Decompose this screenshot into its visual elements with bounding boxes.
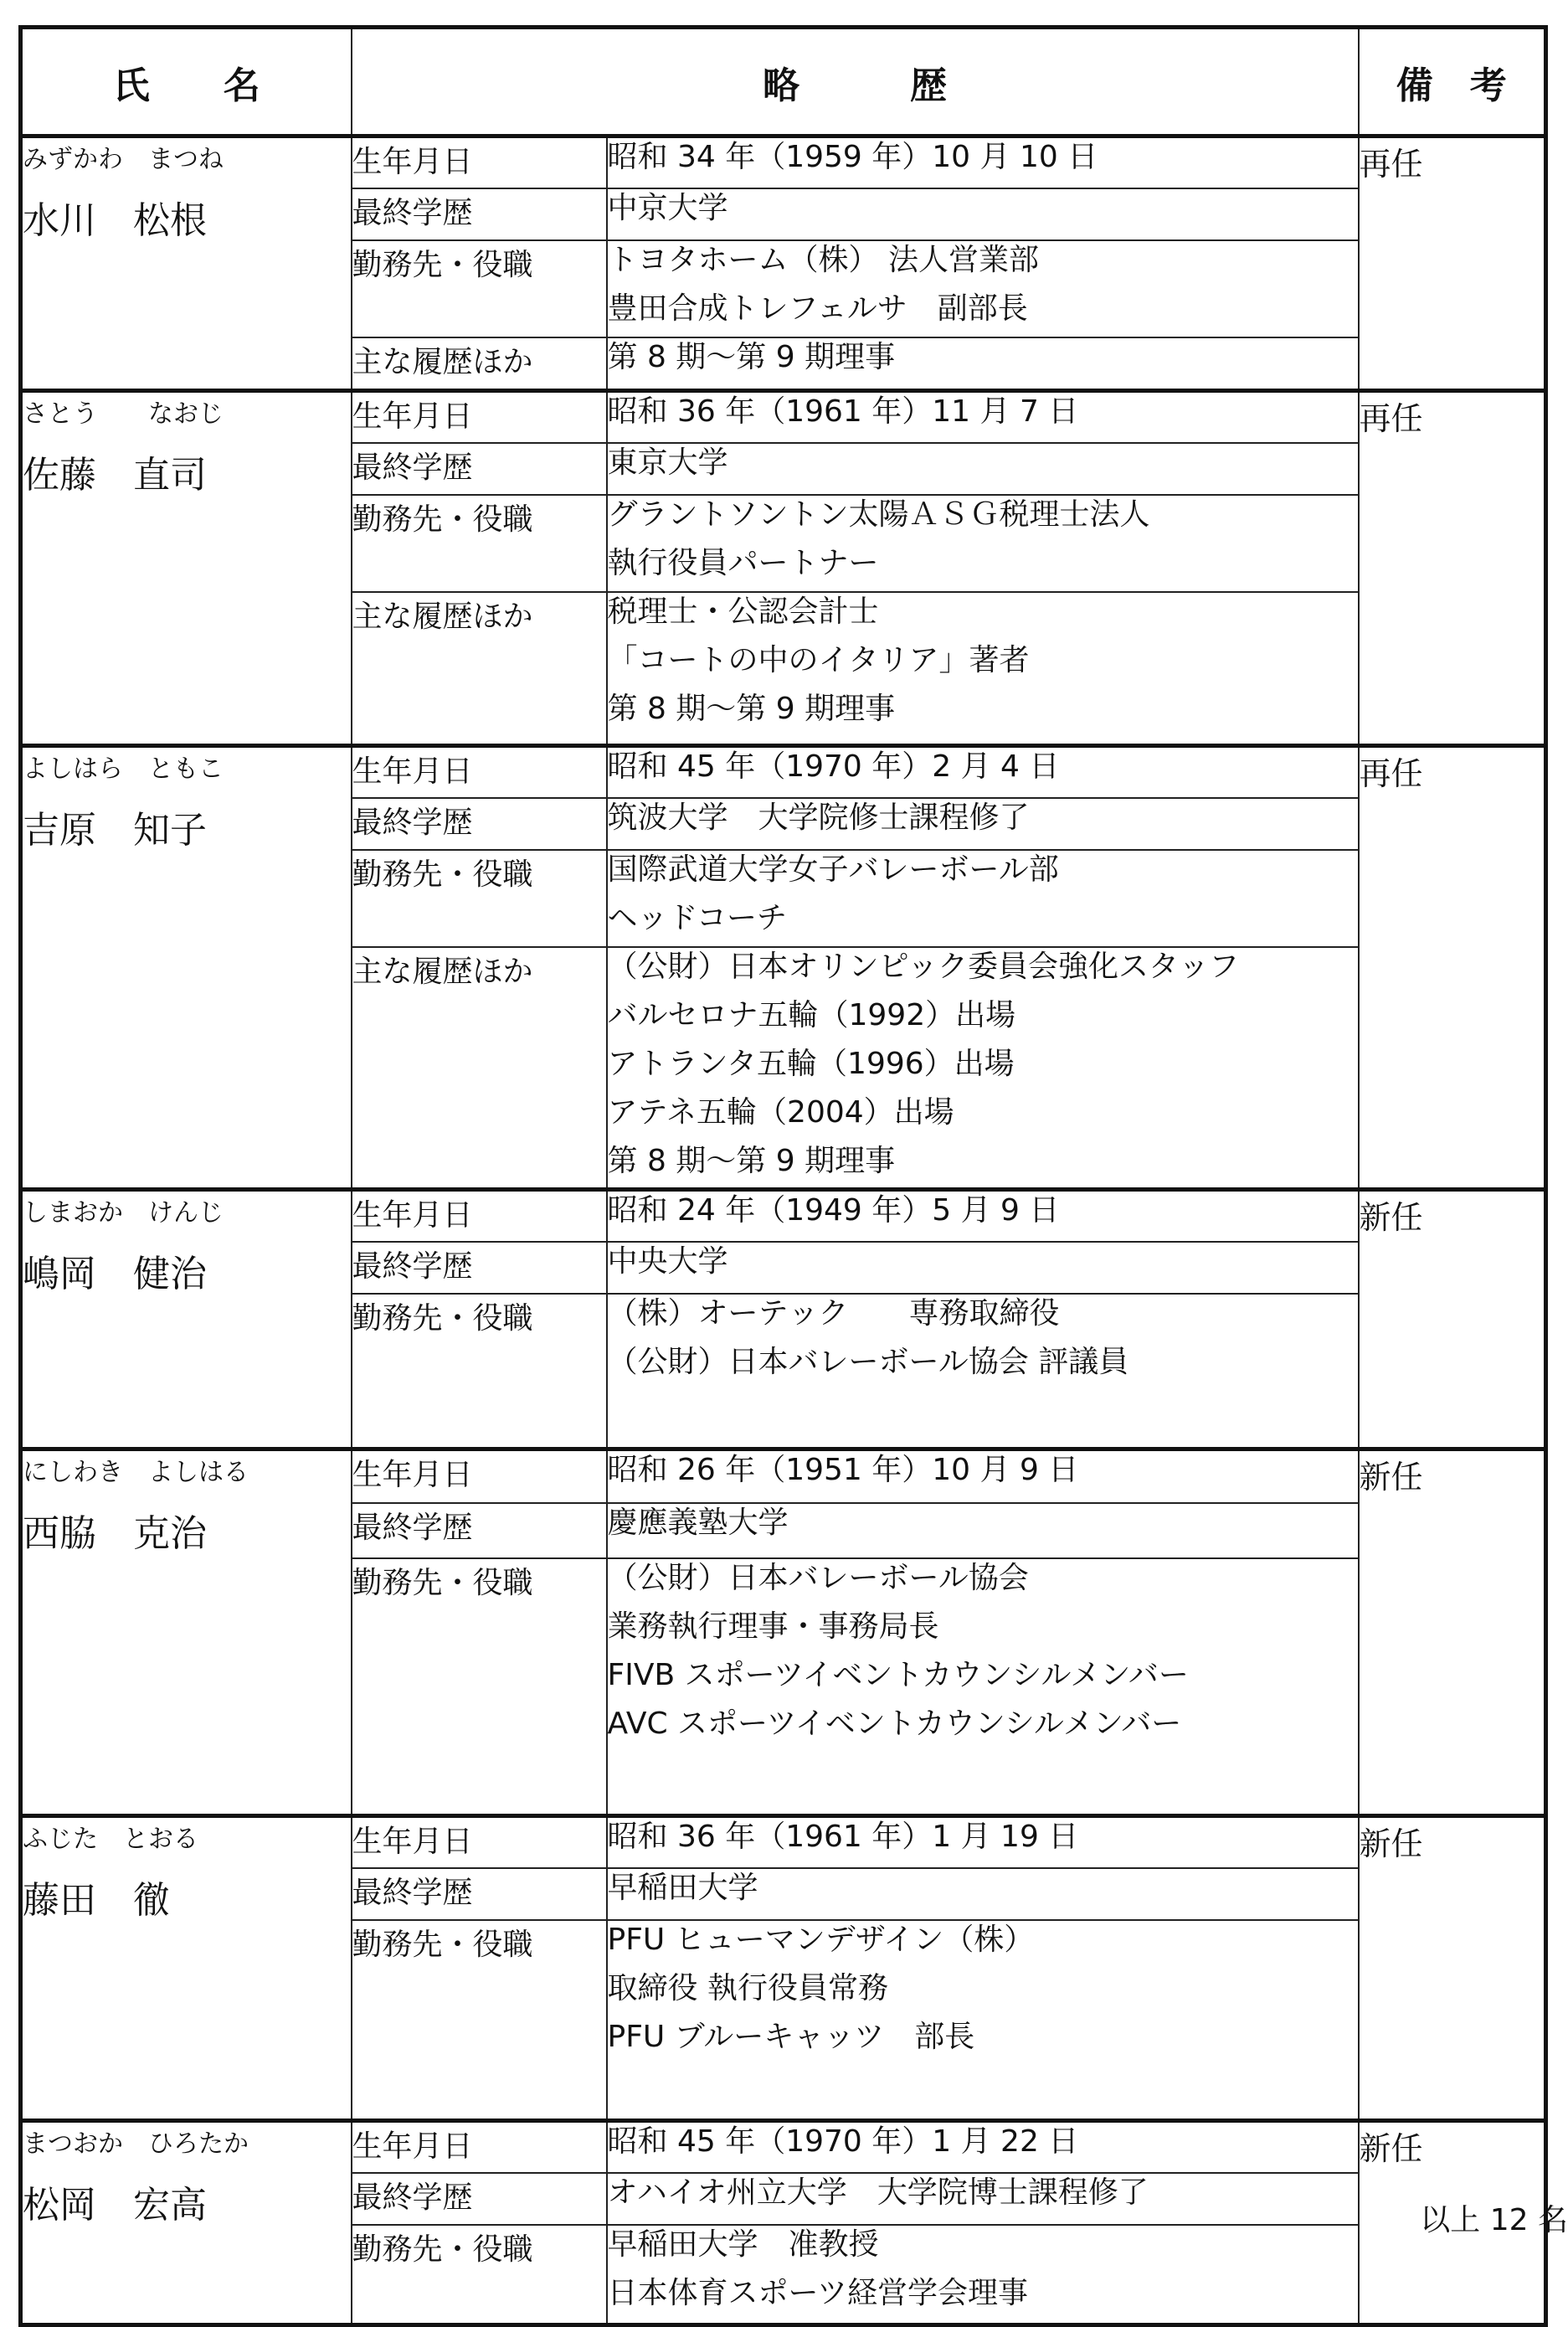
field-value-work [607,240,1359,337]
field-value-education [607,188,1359,240]
person-row-birth [21,1816,1546,1868]
person-name-cell [21,746,352,1190]
field-label-birth: 生年月日 [352,1449,607,1503]
field-label-work: 勤務先・役職 [352,1558,607,1816]
value-line: 昭和 36 年（1961 年）1 月 19 日 [607,1820,1079,1854]
field-label-birth: 生年月日 [352,391,607,443]
field-label-work: 勤務先・役職 [352,1294,607,1449]
field-label-work: 勤務先・役職 [352,2225,607,2325]
value-line: 早稲田大学 准教授 [607,2227,879,2262]
field-value-career [607,337,1359,391]
person-row-birth [21,2121,1546,2173]
field-label-work: 勤務先・役職 [352,850,607,947]
person-name-reading: にしわき よしはる [23,1458,249,1487]
value-line: 昭和 36 年（1961 年）11 月 7 日 [607,394,1079,429]
person-name: 藤田 徹 [23,1879,170,1922]
field-label-birth: 生年月日 [352,1190,607,1242]
field-value-work [607,2225,1359,2325]
field-label-birth: 生年月日 [352,136,607,188]
person-name-reading: さとう なおじ [23,399,224,429]
field-label-education: 最終学歴 [352,1503,607,1558]
value-line: 昭和 24 年（1949 年）5 月 9 日 [607,1193,1060,1228]
field-value-birth [607,746,1359,798]
person-name-reading: みずかわ まつね [23,145,224,174]
header-name: 氏 名 [21,28,352,136]
field-value-birth [607,1816,1359,1868]
field-value-career [607,592,1359,746]
officer-roster-table [18,25,1548,2327]
field-value-birth [607,1190,1359,1242]
field-label-work: 勤務先・役職 [352,495,607,592]
person-row-birth [21,391,1546,443]
value-line: 昭和 45 年（1970 年）1 月 22 日 [607,2124,1079,2159]
value-line: 東京大学 [607,445,728,480]
field-value-education [607,1242,1359,1294]
value-line: 慶應義塾大学 [607,1505,789,1540]
value-line: PFU ブルーキャッツ 部長 [607,2019,975,2054]
value-line: 日本体育スポーツ経営学会理事 [607,2275,1029,2310]
person-name: 佐藤 直司 [23,454,207,497]
person-row-birth [21,746,1546,798]
person-name: 吉原 知子 [23,809,207,852]
person-row-birth [21,136,1546,188]
field-value-birth [607,136,1359,188]
person-name: 松岡 宏高 [23,2184,207,2227]
value-line: 執行役員パートナー [607,545,879,580]
field-label-education: 最終学歴 [352,1242,607,1294]
field-value-education [607,2173,1359,2225]
field-value-education [607,443,1359,495]
person-name: 水川 松根 [23,199,207,242]
value-line: 早稲田大学 [607,1870,758,1905]
value-line: 国際武道大学女子バレーボール部 [607,852,1059,887]
value-line: 中京大学 [607,190,728,225]
value-line: 取締役 執行役員常務 [607,1970,888,2005]
field-label-birth: 生年月日 [352,1816,607,1868]
roster-body [21,136,1546,2325]
field-label-birth: 生年月日 [352,746,607,798]
value-line: オハイオ州立大学 大学院博士課程修了 [607,2175,1149,2210]
value-line: アトランタ五輪（1996）出場 [607,1046,1015,1081]
value-line: AVC スポーツイベントカウンシルメンバー [607,1706,1182,1741]
value-line: （公財）日本オリンピック委員会強化スタッフ [607,949,1240,984]
remark-status: 再任 [1359,746,1546,1190]
person-name-cell [21,1190,352,1449]
field-value-birth [607,2121,1359,2173]
value-line: 筑波大学 大学院修士課程修了 [607,800,1030,835]
value-line: 「コートの中のイタリア」著者 [607,642,1030,677]
footer-total: 以上 12 名 [1420,2203,1568,2237]
person-name-reading: しまおか けんじ [23,1198,224,1228]
value-line: （公財）日本バレーボール協会 [607,1560,1029,1595]
field-value-career [607,947,1359,1190]
value-line: （株）オーテック 専務取締役 [607,1295,1060,1331]
field-value-education [607,798,1359,850]
field-value-work [607,1294,1359,1449]
field-value-work [607,1920,1359,2121]
person-name-reading: まつおか ひろたか [23,2129,249,2159]
field-label-education: 最終学歴 [352,443,607,495]
remark-status: 新任 [1359,2121,1546,2325]
field-label-work: 勤務先・役職 [352,1920,607,2121]
header-remarks: 備 考 [1359,28,1546,136]
value-line: 中央大学 [607,1243,728,1279]
field-label-education: 最終学歴 [352,188,607,240]
person-name: 西脇 克治 [23,1512,207,1555]
field-label-career: 主な履歴ほか [352,337,607,391]
remark-status: 新任 [1359,1816,1546,2121]
value-line: 税理士・公認会計士 [607,594,879,629]
person-name-cell [21,2121,352,2325]
person-name-reading: よしはら ともこ [23,754,224,784]
person-row-birth [21,1190,1546,1242]
value-line: バルセロナ五輪（1992）出場 [607,997,1016,1032]
header-history: 略 歴 [352,28,1359,136]
field-label-birth: 生年月日 [352,2121,607,2173]
field-label-education: 最終学歴 [352,2173,607,2225]
value-line: ヘッドコーチ [607,900,788,935]
field-label-education: 最終学歴 [352,798,607,850]
remark-status: 再任 [1359,136,1546,391]
field-value-education [607,1868,1359,1920]
remark-status: 再任 [1359,391,1546,746]
value-line: 第 8 期～第 9 期理事 [607,1143,896,1178]
person-name-cell [21,136,352,391]
value-line: 第 8 期～第 9 期理事 [607,691,896,726]
remark-status: 新任 [1359,1190,1546,1449]
value-line: 昭和 45 年（1970 年）2 月 4 日 [607,749,1060,784]
person-name-cell [21,1816,352,2121]
field-label-work: 勤務先・役職 [352,240,607,337]
person-name-cell [21,391,352,746]
value-line: 昭和 34 年（1959 年）10 月 10 日 [607,140,1098,174]
value-line: 第 8 期～第 9 期理事 [607,339,896,374]
value-line: （公財）日本バレーボール協会 評議員 [607,1344,1129,1379]
field-value-work [607,1558,1359,1816]
value-line: グラントソントン太陽ＡＳＧ税理士法人 [607,497,1150,532]
person-name-cell [21,1449,352,1816]
table-header-row [21,28,1546,136]
remark-status: 新任 [1359,1449,1546,1816]
field-value-education [607,1503,1359,1558]
person-row-birth [21,1449,1546,1503]
person-name: 嶋岡 健治 [23,1253,207,1295]
field-value-birth [607,1449,1359,1503]
field-value-birth [607,391,1359,443]
value-line: 業務執行理事・事務局長 [607,1609,939,1644]
field-label-career: 主な履歴ほか [352,592,607,746]
value-line: 豊田合成トレフェルサ 副部長 [607,291,1028,326]
person-name-reading: ふじた とおる [23,1825,198,1854]
field-label-education: 最終学歴 [352,1868,607,1920]
field-value-work [607,850,1359,947]
value-line: トヨタホーム（株） 法人営業部 [607,242,1039,277]
value-line: FIVB スポーツイベントカウンシルメンバー [607,1657,1189,1692]
value-line: アテネ五輪（2004）出場 [607,1094,954,1130]
field-value-work [607,495,1359,592]
value-line: 昭和 26 年（1951 年）10 月 9 日 [607,1453,1079,1487]
field-label-career: 主な履歴ほか [352,947,607,1190]
value-line: PFU ヒューマンデザイン（株） [607,1922,1035,1957]
